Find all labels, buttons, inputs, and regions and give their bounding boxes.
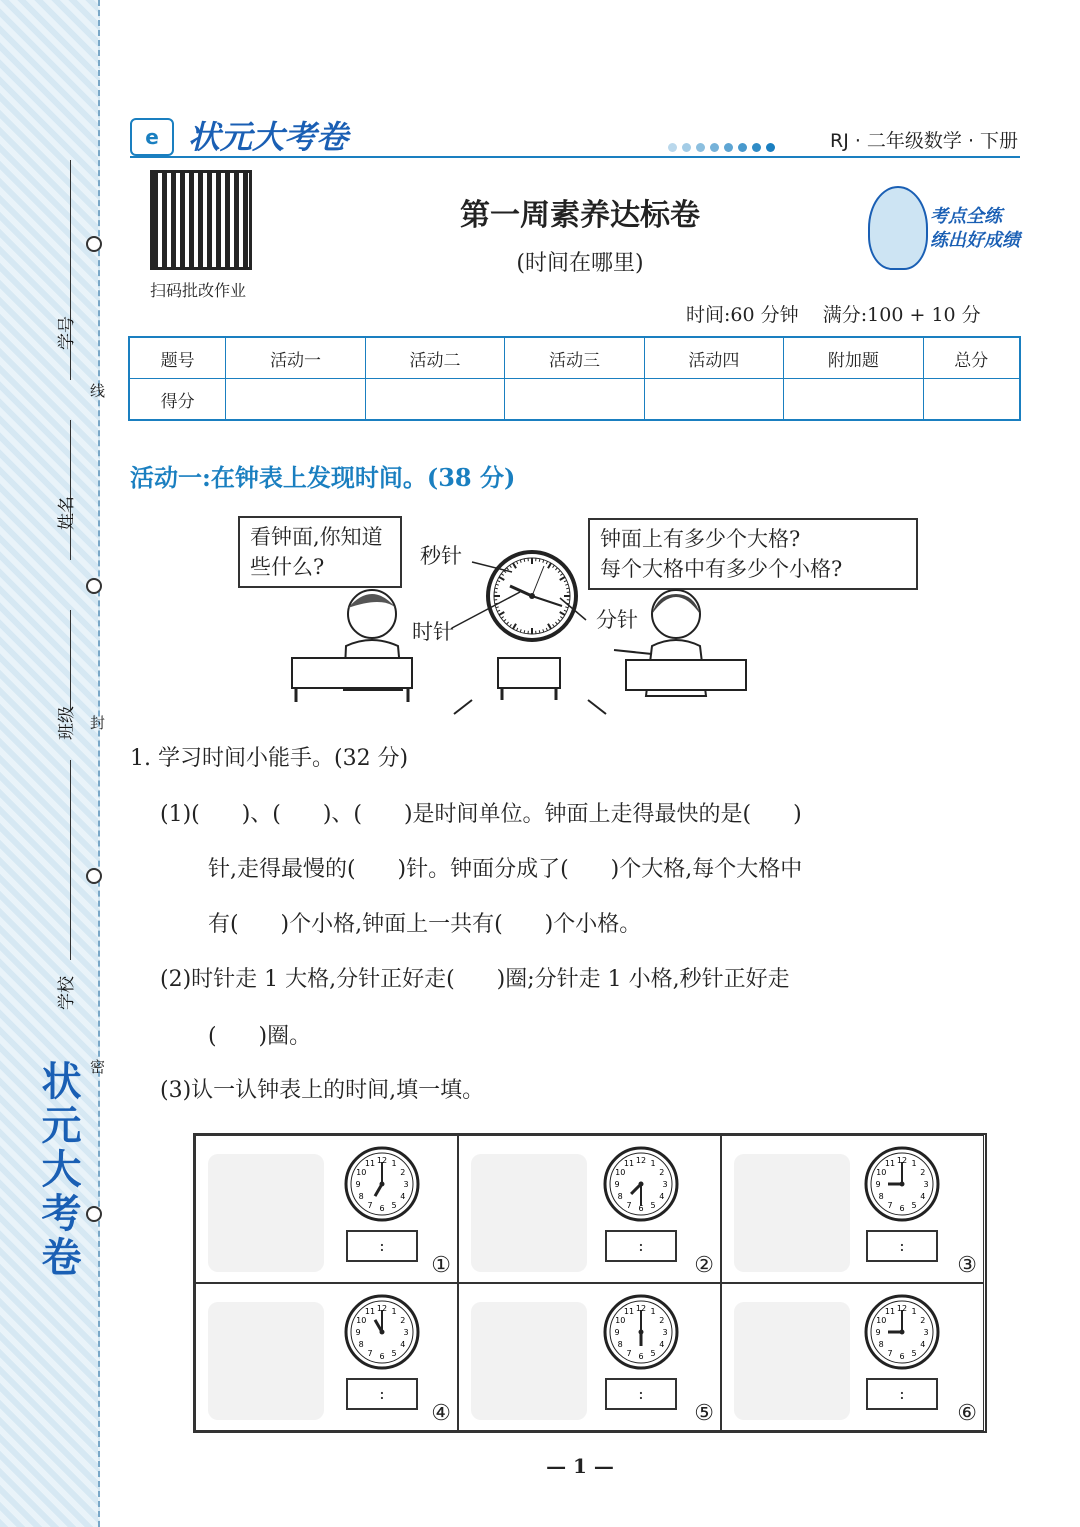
clock-numeral: 5 (650, 1200, 656, 1210)
clock-numeral: 1 (391, 1159, 397, 1169)
clock-numeral: 9 (614, 1328, 620, 1337)
clock-numeral: 6 (638, 1352, 644, 1361)
binding-hole (86, 578, 102, 594)
clock-numeral: 10 (356, 1316, 367, 1325)
clock-numeral: 5 (911, 1348, 917, 1358)
clock-numeral: 8 (358, 1192, 364, 1201)
time-answer-box[interactable]: : (866, 1230, 938, 1262)
score-row-label: 得分 (129, 379, 226, 421)
score-input[interactable] (784, 379, 923, 421)
clock-numeral: 10 (876, 1168, 887, 1177)
clock-numeral: 1 (650, 1159, 656, 1169)
clock-numeral: 4 (400, 1340, 406, 1349)
clock-numeral: 12 (376, 1304, 388, 1313)
clock-numeral: 3 (403, 1180, 409, 1189)
question-part1-line2: 针,走得最慢的( )针。钟面分成了( )个大格,每个大格中 (208, 857, 803, 882)
clock-numeral: 5 (391, 1200, 397, 1210)
field-name: 姓名 (57, 496, 77, 530)
clock-numeral: 2 (400, 1168, 406, 1177)
clock-cell (195, 1283, 458, 1431)
question-part1-line1: (1)( )、( )、( )是时间单位。钟面上走得最快的是( ) (160, 802, 802, 827)
cell-number: ② (694, 1253, 714, 1278)
clock-numeral: 8 (358, 1340, 364, 1349)
cell-number: ⑤ (694, 1401, 714, 1426)
score-header-cell: 活动三 (505, 337, 644, 379)
speech-bubble-right (588, 518, 918, 590)
clock-numeral: 10 (356, 1168, 367, 1177)
clock-numeral: 3 (403, 1328, 409, 1337)
question-part2-line2: ( )圈。 (208, 1024, 312, 1049)
mascot-icon (868, 186, 928, 270)
slogan-line-1: 考点全练 (930, 206, 1002, 227)
section-title: 活动一:在钟表上发现时间。(38 分) (130, 463, 516, 492)
clock-numeral: 12 (635, 1156, 647, 1165)
clock-numeral: 7 (626, 1200, 632, 1210)
time-answer-box[interactable]: : (346, 1230, 418, 1262)
brand-title: 状元大考卷 (188, 118, 349, 156)
clock-numeral: 4 (659, 1192, 665, 1201)
clock-numeral: 8 (878, 1340, 884, 1349)
clock-numeral: 9 (614, 1180, 620, 1189)
pointer-lines (400, 550, 620, 650)
cut-mark-line: 线 (90, 382, 106, 400)
clock-numeral: 7 (887, 1200, 893, 1210)
clock-numeral: 10 (615, 1316, 626, 1325)
clock-numeral: 3 (923, 1180, 929, 1189)
field-line (70, 610, 71, 710)
boy-illustration (286, 580, 426, 714)
cell-number: ⑥ (957, 1401, 977, 1426)
clock-numeral: 7 (367, 1200, 373, 1210)
clock-icon (601, 1144, 681, 1224)
clock-numeral: 1 (911, 1159, 917, 1169)
clock-icon (342, 1144, 422, 1224)
clock-cell (458, 1135, 721, 1283)
score-input[interactable] (365, 379, 504, 421)
clock-numeral: 5 (911, 1200, 917, 1210)
clock-numeral: 11 (884, 1307, 896, 1317)
clock-numeral: 8 (878, 1192, 884, 1201)
cut-mark-secret: 密 (90, 1058, 106, 1076)
field-school: 学校 (57, 976, 77, 1010)
strip-brand: 状元大考卷 (35, 1060, 81, 1280)
clock-cell (458, 1283, 721, 1431)
clock-numeral: 8 (617, 1192, 623, 1201)
clock-numeral: 10 (615, 1168, 626, 1177)
score-header-cell: 总分 (923, 337, 1020, 379)
score-header-row (129, 337, 1020, 379)
clock-numeral: 11 (884, 1159, 896, 1169)
clock-numeral: 11 (623, 1159, 635, 1169)
clock-icon (862, 1292, 942, 1372)
clock-numeral: 2 (920, 1168, 926, 1177)
score-input[interactable] (923, 379, 1020, 421)
page-subtitle: (时间在哪里) (516, 251, 644, 276)
clock-numeral: 11 (364, 1159, 376, 1169)
time-answer-box[interactable]: : (605, 1378, 677, 1410)
clock-numeral: 10 (876, 1316, 887, 1325)
scene-exercising (208, 1302, 324, 1420)
cell-number: ④ (431, 1401, 451, 1426)
clock-icon (342, 1292, 422, 1372)
scene-waking-up (208, 1154, 324, 1272)
clock-numeral: 3 (662, 1180, 668, 1189)
clock-table (193, 1133, 987, 1433)
page-number: — 1 — (546, 1454, 614, 1478)
mascot-slogan (930, 205, 1020, 253)
label-second-hand: 秒针 (420, 544, 462, 568)
score-table (128, 336, 1021, 421)
clock-numeral: 9 (875, 1328, 881, 1337)
clock-numeral: 2 (920, 1316, 926, 1325)
question-title: 1. 学习时间小能手。(32 分) (130, 746, 409, 771)
clock-numeral: 12 (896, 1156, 908, 1165)
page-title: 第一周素养达标卷 (460, 198, 700, 233)
score-header-cell: 活动四 (644, 337, 783, 379)
clock-numeral: 11 (364, 1307, 376, 1317)
desk-illustration (452, 656, 612, 716)
speech-bubble-left: 看钟面,你知道些什么? (238, 516, 402, 588)
cell-number: ③ (957, 1253, 977, 1278)
header-divider (130, 156, 1020, 158)
clock-numeral: 7 (626, 1348, 632, 1358)
clock-numeral: 1 (911, 1307, 917, 1317)
clock-numeral: 9 (875, 1180, 881, 1189)
time-answer-box[interactable]: : (866, 1378, 938, 1410)
clock-icon (862, 1144, 942, 1224)
clock-numeral: 9 (355, 1328, 361, 1337)
qr-label: 扫码批改作业 (150, 281, 247, 300)
field-line (70, 420, 71, 560)
girl-illustration (606, 584, 756, 714)
clock-numeral: 4 (659, 1340, 665, 1349)
label-hour-hand: 时针 (412, 620, 454, 644)
clock-numeral: 7 (887, 1348, 893, 1358)
clock-numeral: 4 (920, 1192, 926, 1201)
clock-numeral: 2 (659, 1168, 665, 1177)
score-row (129, 379, 1020, 421)
clock-numeral: 3 (662, 1328, 668, 1337)
clock-numeral: 6 (379, 1204, 385, 1213)
scene-sleeping (734, 1302, 850, 1420)
cell-number: ① (431, 1253, 451, 1278)
cut-mark-seal: 封 (90, 714, 106, 732)
bubble-line: 每个大格中有多少个小格? (600, 557, 843, 581)
score-input[interactable] (226, 379, 365, 421)
clock-cell (195, 1135, 458, 1283)
bubble-line: 钟面上有多少个大格? (600, 527, 801, 551)
clock-numeral: 6 (379, 1352, 385, 1361)
time-answer-box[interactable]: : (346, 1378, 418, 1410)
clock-numeral: 4 (920, 1340, 926, 1349)
clock-numeral: 3 (923, 1328, 929, 1337)
slogan-line-2: 练出好成绩 (930, 230, 1020, 251)
time-info: 时间:60 分钟 满分:100 + 10 分 (686, 304, 981, 326)
score-input[interactable] (644, 379, 783, 421)
field-class: 班级 (57, 706, 77, 740)
score-header-cell: 活动二 (365, 337, 504, 379)
question-part3: (3)认一认钟表上的时间,填一填。 (160, 1078, 485, 1103)
binding-hole (86, 1206, 102, 1222)
clock-numeral: 11 (623, 1307, 635, 1317)
clock-numeral: 7 (367, 1348, 373, 1358)
clock-numeral: 12 (635, 1304, 647, 1313)
clock-numeral: 5 (650, 1348, 656, 1358)
field-line (70, 760, 71, 960)
label-minute-hand: 分针 (596, 608, 638, 632)
clock-numeral: 1 (650, 1307, 656, 1317)
clock-numeral: 2 (400, 1316, 406, 1325)
clock-numeral: 9 (355, 1180, 361, 1189)
clock-numeral: 6 (899, 1352, 905, 1361)
clock-numeral: 6 (638, 1204, 644, 1213)
question-part2-line1: (2)时针走 1 大格,分针正好走( )圈;分针走 1 小格,秒针正好走 (160, 967, 790, 992)
score-input[interactable] (505, 379, 644, 421)
publisher-logo: e (130, 118, 174, 156)
clock-icon (601, 1292, 681, 1372)
clock-numeral: 5 (391, 1348, 397, 1358)
scene-walking-to-school (471, 1154, 587, 1272)
score-header-cell: 题号 (129, 337, 226, 379)
score-header-cell: 活动一 (226, 337, 365, 379)
clock-numeral: 8 (617, 1340, 623, 1349)
clock-numeral: 1 (391, 1307, 397, 1317)
clock-numeral: 12 (896, 1304, 908, 1313)
binding-hole (86, 868, 102, 884)
clock-numeral: 4 (400, 1192, 406, 1201)
clock-numeral: 12 (376, 1156, 388, 1165)
scene-reading (734, 1154, 850, 1272)
clock-numeral: 2 (659, 1316, 665, 1325)
score-header-cell: 附加题 (784, 337, 923, 379)
grade-label: RJ · 二年级数学 · 下册 (830, 130, 1019, 152)
field-student-id: 学号 (57, 316, 77, 350)
clock-cell (721, 1135, 984, 1283)
header-dots (668, 137, 780, 156)
time-answer-box[interactable]: : (605, 1230, 677, 1262)
scene-leaving-school (471, 1302, 587, 1420)
question-part1-line3: 有( )个小格,钟面上一共有( )个小格。 (208, 912, 642, 937)
clock-cell (721, 1283, 984, 1431)
clock-numeral: 6 (899, 1204, 905, 1213)
